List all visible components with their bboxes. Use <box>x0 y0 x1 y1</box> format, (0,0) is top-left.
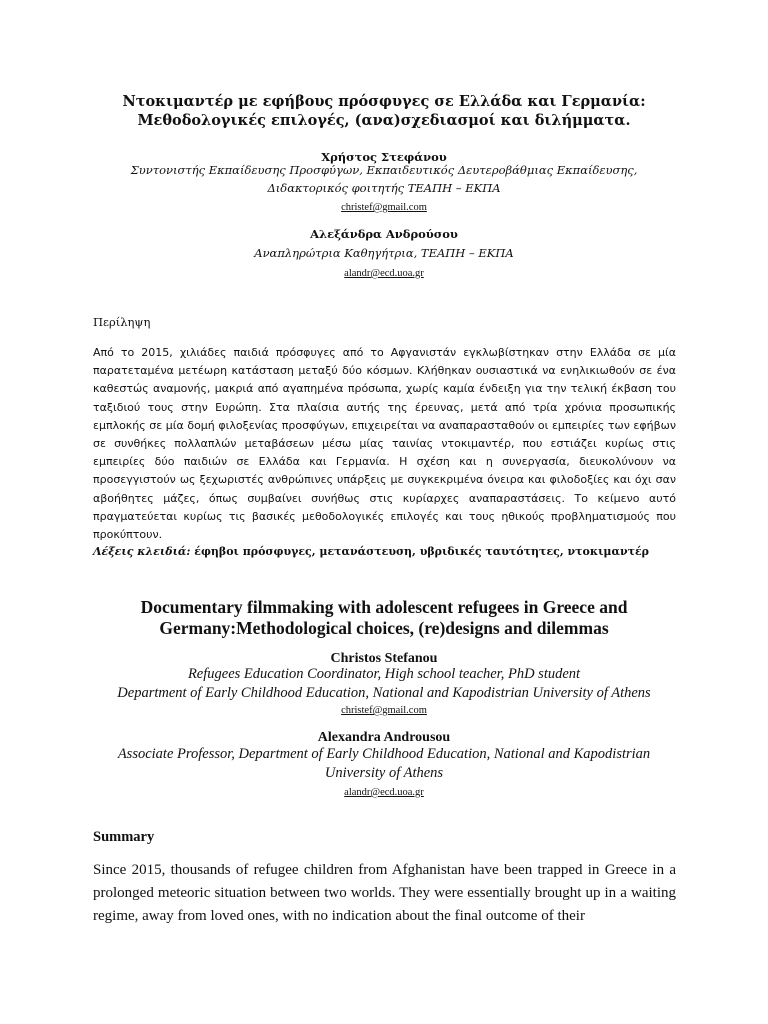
greek-keywords-list: έφηβοι πρόσφυγες, μετανάστευση, υβριδικές ταυτότητες, ντοκιμαντέρ <box>194 545 649 558</box>
english-author2-name: Alexandra Androusou <box>317 730 451 745</box>
english-title-line1: Documentary filmmaking with adolescent refugees in Greece and <box>140 597 628 617</box>
english-summary-heading: Summary <box>93 829 155 845</box>
greek-author1-aff-line1: Συντονιστής Εκπαίδευσης Προσφύγων, Εκπαιδευτικός Δευτεροβάθμιας Εκπαίδευσης, <box>130 163 638 177</box>
greek-abstract-text: Από το 2015, χιλιάδες παιδιά πρόσφυγες από το Αφγανιστάν εγκλωβίστηκαν στην Ελλάδα σε μία παρατεταμένα μετέωρη κατάσταση μεταξύ δύο κόσμων. Κλήθηκαν ουσιαστικά να ενηλικιωθούν σε ένα καθεστώς αναμονής, μακριά από αγαπημένα πρόσωπα, χωρίς καμία ένδειξη για την τελική έκβαση του ταξιδιού τους στην Ευρώπη. Στα πλαίσια αυτής της έρευνας, μετά από τρία χρόνια προσωπικής εμπλοκής σε μία δομή φιλοξενίας προσφύγων, επιχειρείται να αναπαρασταθούν οι εμπειρίες των εφήβων σε συνθήκες πολλαπλών μεταβάσεων μέσω μίας ταινίας ντοκιμαντέρ, που εστιάζει κυρίως στις εμπειρίες δύο παιδιών σε Ελλάδα και Γερμανία. Η σχέση και η συνεργασία, διευκολύνουν να προσεγγιστούν ως ξεχωριστές ανθρώπινες υπάρξεις με συγκεκριμένα όνειρα και φιλοδοξίες και όχι σαν αβοήθητες μάζες, όπως συμβαίνει συνήθως στις κυρίαρχες αναπαραστάσεις. Το κείμενο αυτό πραγματεύεται κυρίως τις βασικές μεθοδολογικές επιλογές και τους ηθικούς προβληματισμούς που προκύπτουν. <box>93 346 676 542</box>
english-summary-body <box>93 859 676 928</box>
greek-title-line1: Ντοκιμαντέρ με εφήβους πρόσφυγες σε Ελλάδα και Γερμανία: <box>122 93 646 110</box>
english-author1-aff-line1: Refugees Education Coordinator, High school teacher, PhD student <box>187 666 581 682</box>
english-author1-affiliation <box>0 665 768 703</box>
english-title <box>0 597 768 639</box>
greek-title <box>0 92 768 130</box>
english-author1-name: Christos Stefanou <box>330 651 438 666</box>
english-title-line2: Germany:Methodological choices, (re)designs and dilemmas <box>159 618 609 638</box>
english-author2-email-link[interactable]: alandr@ecd.uoa.gr <box>344 787 424 798</box>
english-author2-aff-line1: Associate Professor, Department of Early Childhood Education, National and Kapodistrian <box>117 746 651 762</box>
greek-author2-email-link[interactable]: alandr@ecd.uoa.gr <box>344 268 424 279</box>
greek-author1-email-link[interactable]: christef@gmail.com <box>341 202 427 213</box>
greek-keywords-label: Λέξεις κλειδιά: <box>93 545 191 558</box>
greek-abstract-heading: Περίληψη <box>93 315 151 329</box>
english-author2-affiliation <box>0 745 768 783</box>
greek-keywords <box>93 545 693 558</box>
greek-author1-affiliation <box>0 161 768 197</box>
greek-author2-email-wrap <box>0 263 768 281</box>
english-author2-email-wrap <box>0 782 768 800</box>
english-author1-aff-line2: Department of Early Childhood Education, National and Kapodistrian University of Athens <box>117 685 651 701</box>
greek-author1-aff-line2: Διδακτορικός φοιτητής ΤΕΑΠΗ – ΕΚΠΑ <box>267 181 501 195</box>
greek-author1-name: Χρήστος Στεφάνου <box>321 150 447 164</box>
greek-author2-aff-line1: Αναπληρώτρια Καθηγήτρια, ΤΕΑΠΗ – ΕΚΠΑ <box>254 246 514 260</box>
greek-abstract-body <box>93 344 676 544</box>
english-author2-aff-line2: University of Athens <box>324 765 444 781</box>
english-author1-email-link[interactable]: christef@gmail.com <box>341 705 427 716</box>
english-author1-email-wrap <box>0 700 768 718</box>
greek-author1-email-wrap <box>0 197 768 215</box>
greek-title-line2: Μεθοδολογικές επιλογές, (ανα)σχεδιασμοί και διλήμματα. <box>137 112 631 129</box>
greek-author2-name: Αλεξάνδρα Ανδρούσου <box>310 227 458 241</box>
english-summary-text: Since 2015, thousands of refugee children from Afghanistan have been trapped in Greece in a prolonged meteoric situation between two worlds. They were essentially brought up in a waiting regime, away from loved ones, with no indication about the final outcome of their <box>93 862 676 924</box>
